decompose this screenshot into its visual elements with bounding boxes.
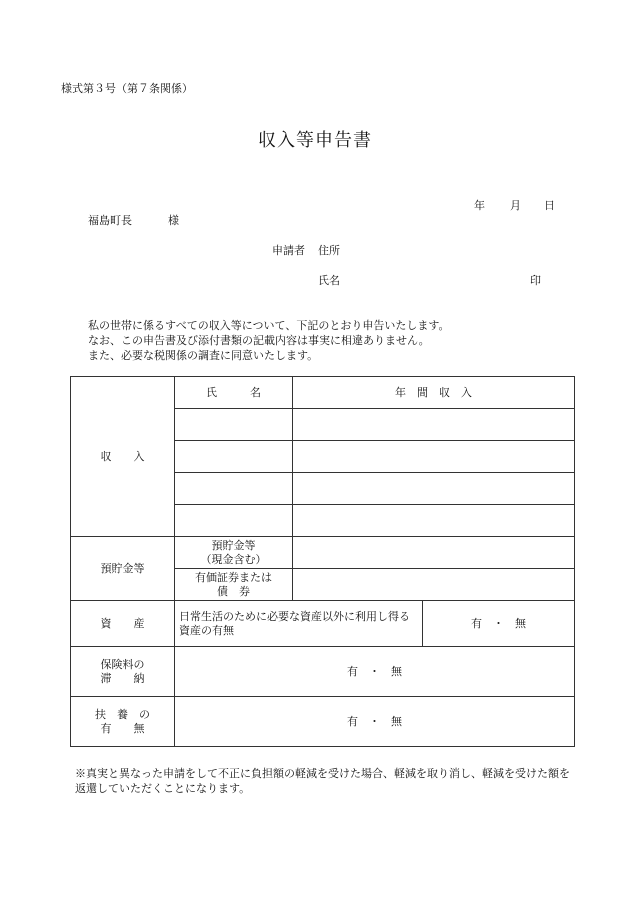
insurance-label-line1: 保険料の xyxy=(100,657,145,671)
form-number: 様式第３号（第７条関係） xyxy=(61,82,193,95)
annual-income-cell[interactable] xyxy=(293,505,575,537)
member-name-cell[interactable] xyxy=(175,505,293,537)
savings-deposits-label xyxy=(175,537,293,569)
dependents-yes-no-choice[interactable]: 有 ・ 無 xyxy=(175,697,575,747)
assets-label: 資 産 xyxy=(71,601,175,647)
name-column-header: 氏 名 xyxy=(175,377,293,409)
applicant-name-label: 氏名 xyxy=(318,274,340,287)
addressee-name: 福島町長 xyxy=(88,214,132,227)
savings-deposits-line1: 預貯金等 xyxy=(211,538,256,552)
declaration-statement xyxy=(88,318,449,363)
dependents-label-line2: 有 無 xyxy=(100,721,145,735)
assets-description: 日常生活のために必要な資産以外に利用し得る資産の有無 xyxy=(175,601,423,647)
addressee-honorific: 様 xyxy=(168,214,179,227)
declaration-table xyxy=(70,376,575,747)
savings-deposits-value[interactable] xyxy=(293,537,575,569)
statement-line: なお、この申告書及び添付書類の記載内容は事実に相違ありません。 xyxy=(88,334,430,347)
securities-line2: 債 券 xyxy=(217,584,250,598)
assets-yes-no-choice[interactable]: 有 ・ 無 xyxy=(423,601,575,647)
securities-label xyxy=(175,569,293,601)
address-label: 住所 xyxy=(318,244,340,257)
insurance-label-line2: 滞 納 xyxy=(100,671,145,685)
footnote: ※真実と異なった申請をして不正に負担額の軽減を受けた場合、軽減を取り消し、軽減を受けた額を返還していただくことになります。 xyxy=(75,767,570,795)
annual-income-cell[interactable] xyxy=(293,441,575,473)
dependents-label xyxy=(71,697,175,747)
seal-mark: 印 xyxy=(530,274,541,287)
income-label: 収 入 xyxy=(71,377,175,537)
annual-income-cell[interactable] xyxy=(293,473,575,505)
date-year-label: 年 xyxy=(474,199,485,212)
securities-line1: 有価証券または xyxy=(195,570,272,584)
insurance-arrears-label xyxy=(71,647,175,697)
member-name-cell[interactable] xyxy=(175,409,293,441)
securities-value[interactable] xyxy=(293,569,575,601)
date-day-label: 日 xyxy=(544,199,555,212)
member-name-cell[interactable] xyxy=(175,473,293,505)
page-title: 収入等申告書 xyxy=(258,130,372,151)
annual-income-column-header: 年 間 収 入 xyxy=(293,377,575,409)
applicant-label: 申請者 xyxy=(272,244,305,257)
insurance-yes-no-choice[interactable]: 有 ・ 無 xyxy=(175,647,575,697)
statement-line: 私の世帯に係るすべての収入等について、下記のとおり申告いたします。 xyxy=(88,319,450,332)
date-month-label: 月 xyxy=(510,199,521,212)
savings-label: 預貯金等 xyxy=(71,537,175,601)
dependents-label-line1: 扶 養 の xyxy=(95,707,150,721)
member-name-cell[interactable] xyxy=(175,441,293,473)
savings-deposits-line2: （現金含む） xyxy=(200,552,267,566)
annual-income-cell[interactable] xyxy=(293,409,575,441)
statement-line: また、必要な税関係の調査に同意いたします。 xyxy=(88,349,319,362)
